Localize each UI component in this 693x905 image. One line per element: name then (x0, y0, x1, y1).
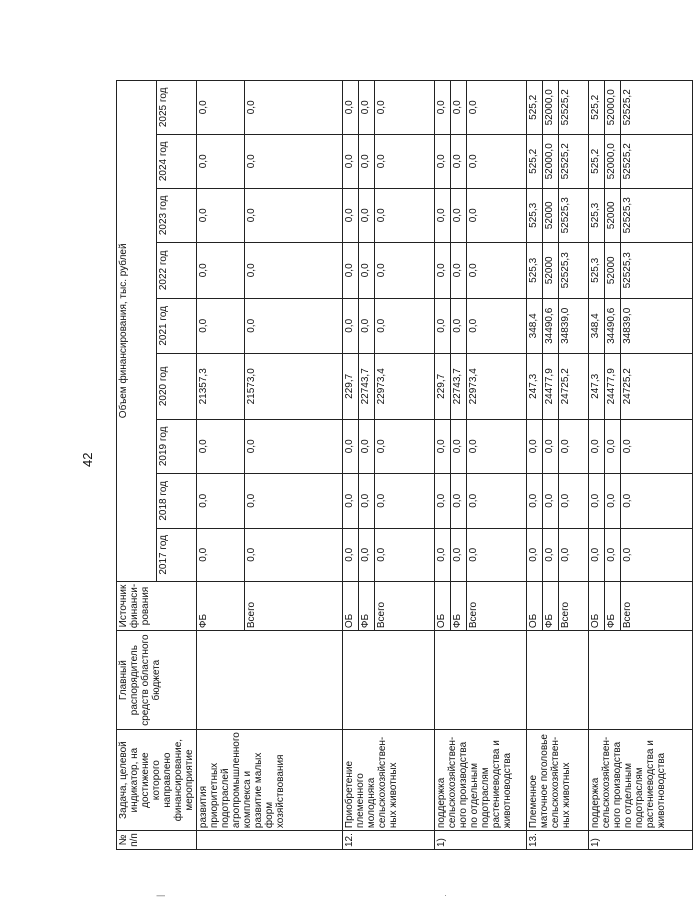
value-cell: 0,0 (245, 134, 343, 188)
header-year: 2017 год (157, 528, 197, 581)
value-cell: 52525,2 (621, 134, 693, 188)
source-cell: ФБ (543, 581, 559, 630)
value-cell: 0,0 (467, 134, 527, 188)
value-cell: 0,0 (197, 473, 245, 528)
value-cell: 0,0 (527, 473, 543, 528)
value-cell: 34490,6 (605, 298, 621, 353)
value-cell: 52525,3 (559, 242, 589, 298)
source-cell: ОБ (589, 581, 605, 630)
value-cell: 52000 (543, 188, 559, 242)
value-cell: 52525,3 (559, 188, 589, 242)
value-cell: 0,0 (375, 528, 435, 581)
value-cell: 0,0 (621, 419, 693, 473)
scan-mark: | (155, 894, 165, 897)
value-cell: 0,0 (245, 298, 343, 353)
value-cell: 52525,3 (621, 188, 693, 242)
value-cell: 0,0 (621, 528, 693, 581)
table-row (527, 80, 543, 849)
value-cell: 24725,2 (559, 353, 589, 419)
value-cell: 0,0 (359, 419, 375, 473)
value-cell: 52000,0 (605, 80, 621, 134)
header-row-1 (117, 80, 157, 849)
value-cell: 525,2 (589, 80, 605, 134)
value-cell: 0,0 (605, 419, 621, 473)
value-cell: 0,0 (559, 528, 589, 581)
source-cell: Всего (245, 581, 343, 630)
value-cell: 525,2 (527, 134, 543, 188)
value-cell: 0,0 (375, 134, 435, 188)
value-cell: 0,0 (467, 528, 527, 581)
value-cell: 0,0 (343, 188, 359, 242)
header-no: № п/п (117, 831, 197, 850)
value-cell: 0,0 (197, 188, 245, 242)
task-cell: поддержка сельскохозяйствен-ного производства по отдельным подотраслям растениеводства и животноводства (589, 730, 693, 831)
value-cell: 24477,9 (605, 353, 621, 419)
value-cell: 0,0 (359, 242, 375, 298)
value-cell: 0,0 (451, 298, 467, 353)
value-cell: 0,0 (435, 473, 451, 528)
value-cell: 0,0 (359, 134, 375, 188)
value-cell: 0,0 (467, 188, 527, 242)
value-cell: 52525,2 (559, 80, 589, 134)
value-cell: 52000,0 (605, 134, 621, 188)
value-cell: 22973,4 (467, 353, 527, 419)
value-cell: 525,2 (589, 134, 605, 188)
value-cell: 34839,0 (559, 298, 589, 353)
value-cell: 0,0 (197, 134, 245, 188)
financing-table (116, 80, 693, 850)
header-year: 2022 год (157, 242, 197, 298)
value-cell: 0,0 (359, 188, 375, 242)
header-distributor: Главный распорядитель средств областного бюджета (117, 631, 197, 730)
distributor-cell (343, 631, 435, 730)
source-cell: ФБ (605, 581, 621, 630)
source-cell: ФБ (197, 581, 245, 630)
value-cell: 52000 (605, 188, 621, 242)
value-cell: 525,3 (589, 188, 605, 242)
value-cell: 0,0 (543, 528, 559, 581)
value-cell: 0,0 (245, 419, 343, 473)
header-task: Задача, целевой индикатор, на достижение которого направлено финансирование, мероприятие (117, 730, 197, 831)
value-cell: 0,0 (359, 528, 375, 581)
value-cell: 0,0 (589, 419, 605, 473)
source-cell: ОБ (343, 581, 359, 630)
value-cell: 0,0 (197, 242, 245, 298)
value-cell: 34490,6 (543, 298, 559, 353)
value-cell: 0,0 (605, 528, 621, 581)
task-cell: Племенное маточное поголовье сельскохозяйствен-ных животных (527, 730, 589, 831)
value-cell: 0,0 (343, 80, 359, 134)
value-cell: 0,0 (543, 419, 559, 473)
value-cell: 52525,3 (621, 242, 693, 298)
value-cell: 0,0 (359, 473, 375, 528)
value-cell: 24725,2 (621, 353, 693, 419)
value-cell: 0,0 (451, 188, 467, 242)
value-cell: 247,3 (589, 353, 605, 419)
value-cell: 0,0 (343, 419, 359, 473)
value-cell: 0,0 (197, 419, 245, 473)
distributor-cell (527, 631, 589, 730)
value-cell: 229,7 (343, 353, 359, 419)
value-cell: 24477,9 (543, 353, 559, 419)
value-cell: 525,2 (527, 80, 543, 134)
value-cell: 0,0 (197, 80, 245, 134)
value-cell: 0,0 (467, 419, 527, 473)
value-cell: 0,0 (375, 298, 435, 353)
value-cell: 0,0 (451, 242, 467, 298)
value-cell: 0,0 (435, 80, 451, 134)
value-cell: 0,0 (197, 298, 245, 353)
value-cell: 0,0 (589, 528, 605, 581)
header-year: 2019 год (157, 419, 197, 473)
value-cell: 52525,2 (621, 80, 693, 134)
value-cell: 52525,2 (559, 134, 589, 188)
header-year: 2025 год (157, 80, 197, 134)
value-cell: 0,0 (197, 528, 245, 581)
source-cell: ОБ (527, 581, 543, 630)
value-cell: 0,0 (245, 528, 343, 581)
value-cell: 348,4 (527, 298, 543, 353)
value-cell: 0,0 (467, 298, 527, 353)
header-year: 2018 год (157, 473, 197, 528)
header-volume: Объем финансирования, тыс. рублей (117, 80, 157, 581)
value-cell: 0,0 (559, 473, 589, 528)
value-cell: 0,0 (467, 80, 527, 134)
value-cell: 0,0 (375, 473, 435, 528)
header-year: 2023 год (157, 188, 197, 242)
value-cell: 22743,7 (451, 353, 467, 419)
value-cell: 0,0 (375, 80, 435, 134)
value-cell: 0,0 (527, 528, 543, 581)
value-cell: 0,0 (245, 242, 343, 298)
value-cell: 0,0 (343, 242, 359, 298)
row-number: 1) (435, 831, 527, 850)
scan-mark: · (440, 894, 450, 897)
value-cell: 0,0 (451, 528, 467, 581)
value-cell: 0,0 (451, 419, 467, 473)
value-cell: 0,0 (527, 419, 543, 473)
source-cell: ОБ (435, 581, 451, 630)
value-cell: 0,0 (359, 80, 375, 134)
value-cell: 525,3 (527, 242, 543, 298)
value-cell: 0,0 (621, 473, 693, 528)
value-cell: 0,0 (451, 80, 467, 134)
value-cell: 0,0 (343, 134, 359, 188)
row-number: 12. (343, 831, 435, 850)
value-cell: 52000 (543, 242, 559, 298)
value-cell: 0,0 (467, 473, 527, 528)
task-cell: поддержка сельскохозяйствен-ного производства по отдельным подотраслям растениеводства и животноводства (435, 730, 527, 831)
value-cell: 52000 (605, 242, 621, 298)
value-cell: 229,7 (435, 353, 451, 419)
value-cell: 0,0 (343, 473, 359, 528)
source-cell: Всего (559, 581, 589, 630)
value-cell: 34839,0 (621, 298, 693, 353)
header-year: 2021 год (157, 298, 197, 353)
distributor-cell (589, 631, 693, 730)
distributor-cell (197, 631, 343, 730)
value-cell: 22743,7 (359, 353, 375, 419)
value-cell: 247,3 (527, 353, 543, 419)
source-cell: ФБ (451, 581, 467, 630)
value-cell: 0,0 (543, 473, 559, 528)
value-cell: 0,0 (559, 419, 589, 473)
table-row (343, 80, 359, 849)
value-cell: 21357,3 (197, 353, 245, 419)
value-cell: 0,0 (435, 242, 451, 298)
value-cell: 0,0 (245, 473, 343, 528)
value-cell: 525,3 (527, 188, 543, 242)
table-row (589, 80, 605, 849)
value-cell: 0,0 (435, 298, 451, 353)
value-cell: 0,0 (435, 134, 451, 188)
row-number (197, 831, 343, 850)
value-cell: 0,0 (589, 473, 605, 528)
value-cell: 0,0 (435, 528, 451, 581)
value-cell: 0,0 (343, 528, 359, 581)
source-cell: Всего (375, 581, 435, 630)
value-cell: 0,0 (435, 419, 451, 473)
task-cell: Приобретение племенного молодняка сельскохозяйствен-ных животных (343, 730, 435, 831)
value-cell: 52000,0 (543, 134, 559, 188)
page-number: 42 (80, 452, 95, 467)
value-cell: 0,0 (375, 419, 435, 473)
value-cell: 0,0 (467, 242, 527, 298)
value-cell: 22973,4 (375, 353, 435, 419)
source-cell: Всего (621, 581, 693, 630)
value-cell: 0,0 (435, 188, 451, 242)
value-cell: 0,0 (451, 473, 467, 528)
header-year: 2024 год (157, 134, 197, 188)
value-cell: 0,0 (359, 298, 375, 353)
value-cell: 0,0 (343, 298, 359, 353)
value-cell: 348,4 (589, 298, 605, 353)
value-cell: 0,0 (605, 473, 621, 528)
row-number: 13. (527, 831, 589, 850)
table-row (197, 80, 245, 849)
value-cell: 0,0 (245, 188, 343, 242)
value-cell: 0,0 (245, 80, 343, 134)
value-cell: 525,3 (589, 242, 605, 298)
header-year: 2020 год (157, 353, 197, 419)
header-source: Источник финанси-рования (117, 581, 197, 630)
source-cell: Всего (467, 581, 527, 630)
row-number: 1) (589, 831, 693, 850)
value-cell: 0,0 (375, 242, 435, 298)
source-cell: ФБ (359, 581, 375, 630)
value-cell: 21573,0 (245, 353, 343, 419)
task-cell: развития приоритетных подотраслей агропромышленного комплекса и развитие малых форм хозяйствования (197, 730, 343, 831)
distributor-cell (435, 631, 527, 730)
table-row (435, 80, 451, 849)
value-cell: 0,0 (375, 188, 435, 242)
value-cell: 52000,0 (543, 80, 559, 134)
value-cell: 0,0 (451, 134, 467, 188)
